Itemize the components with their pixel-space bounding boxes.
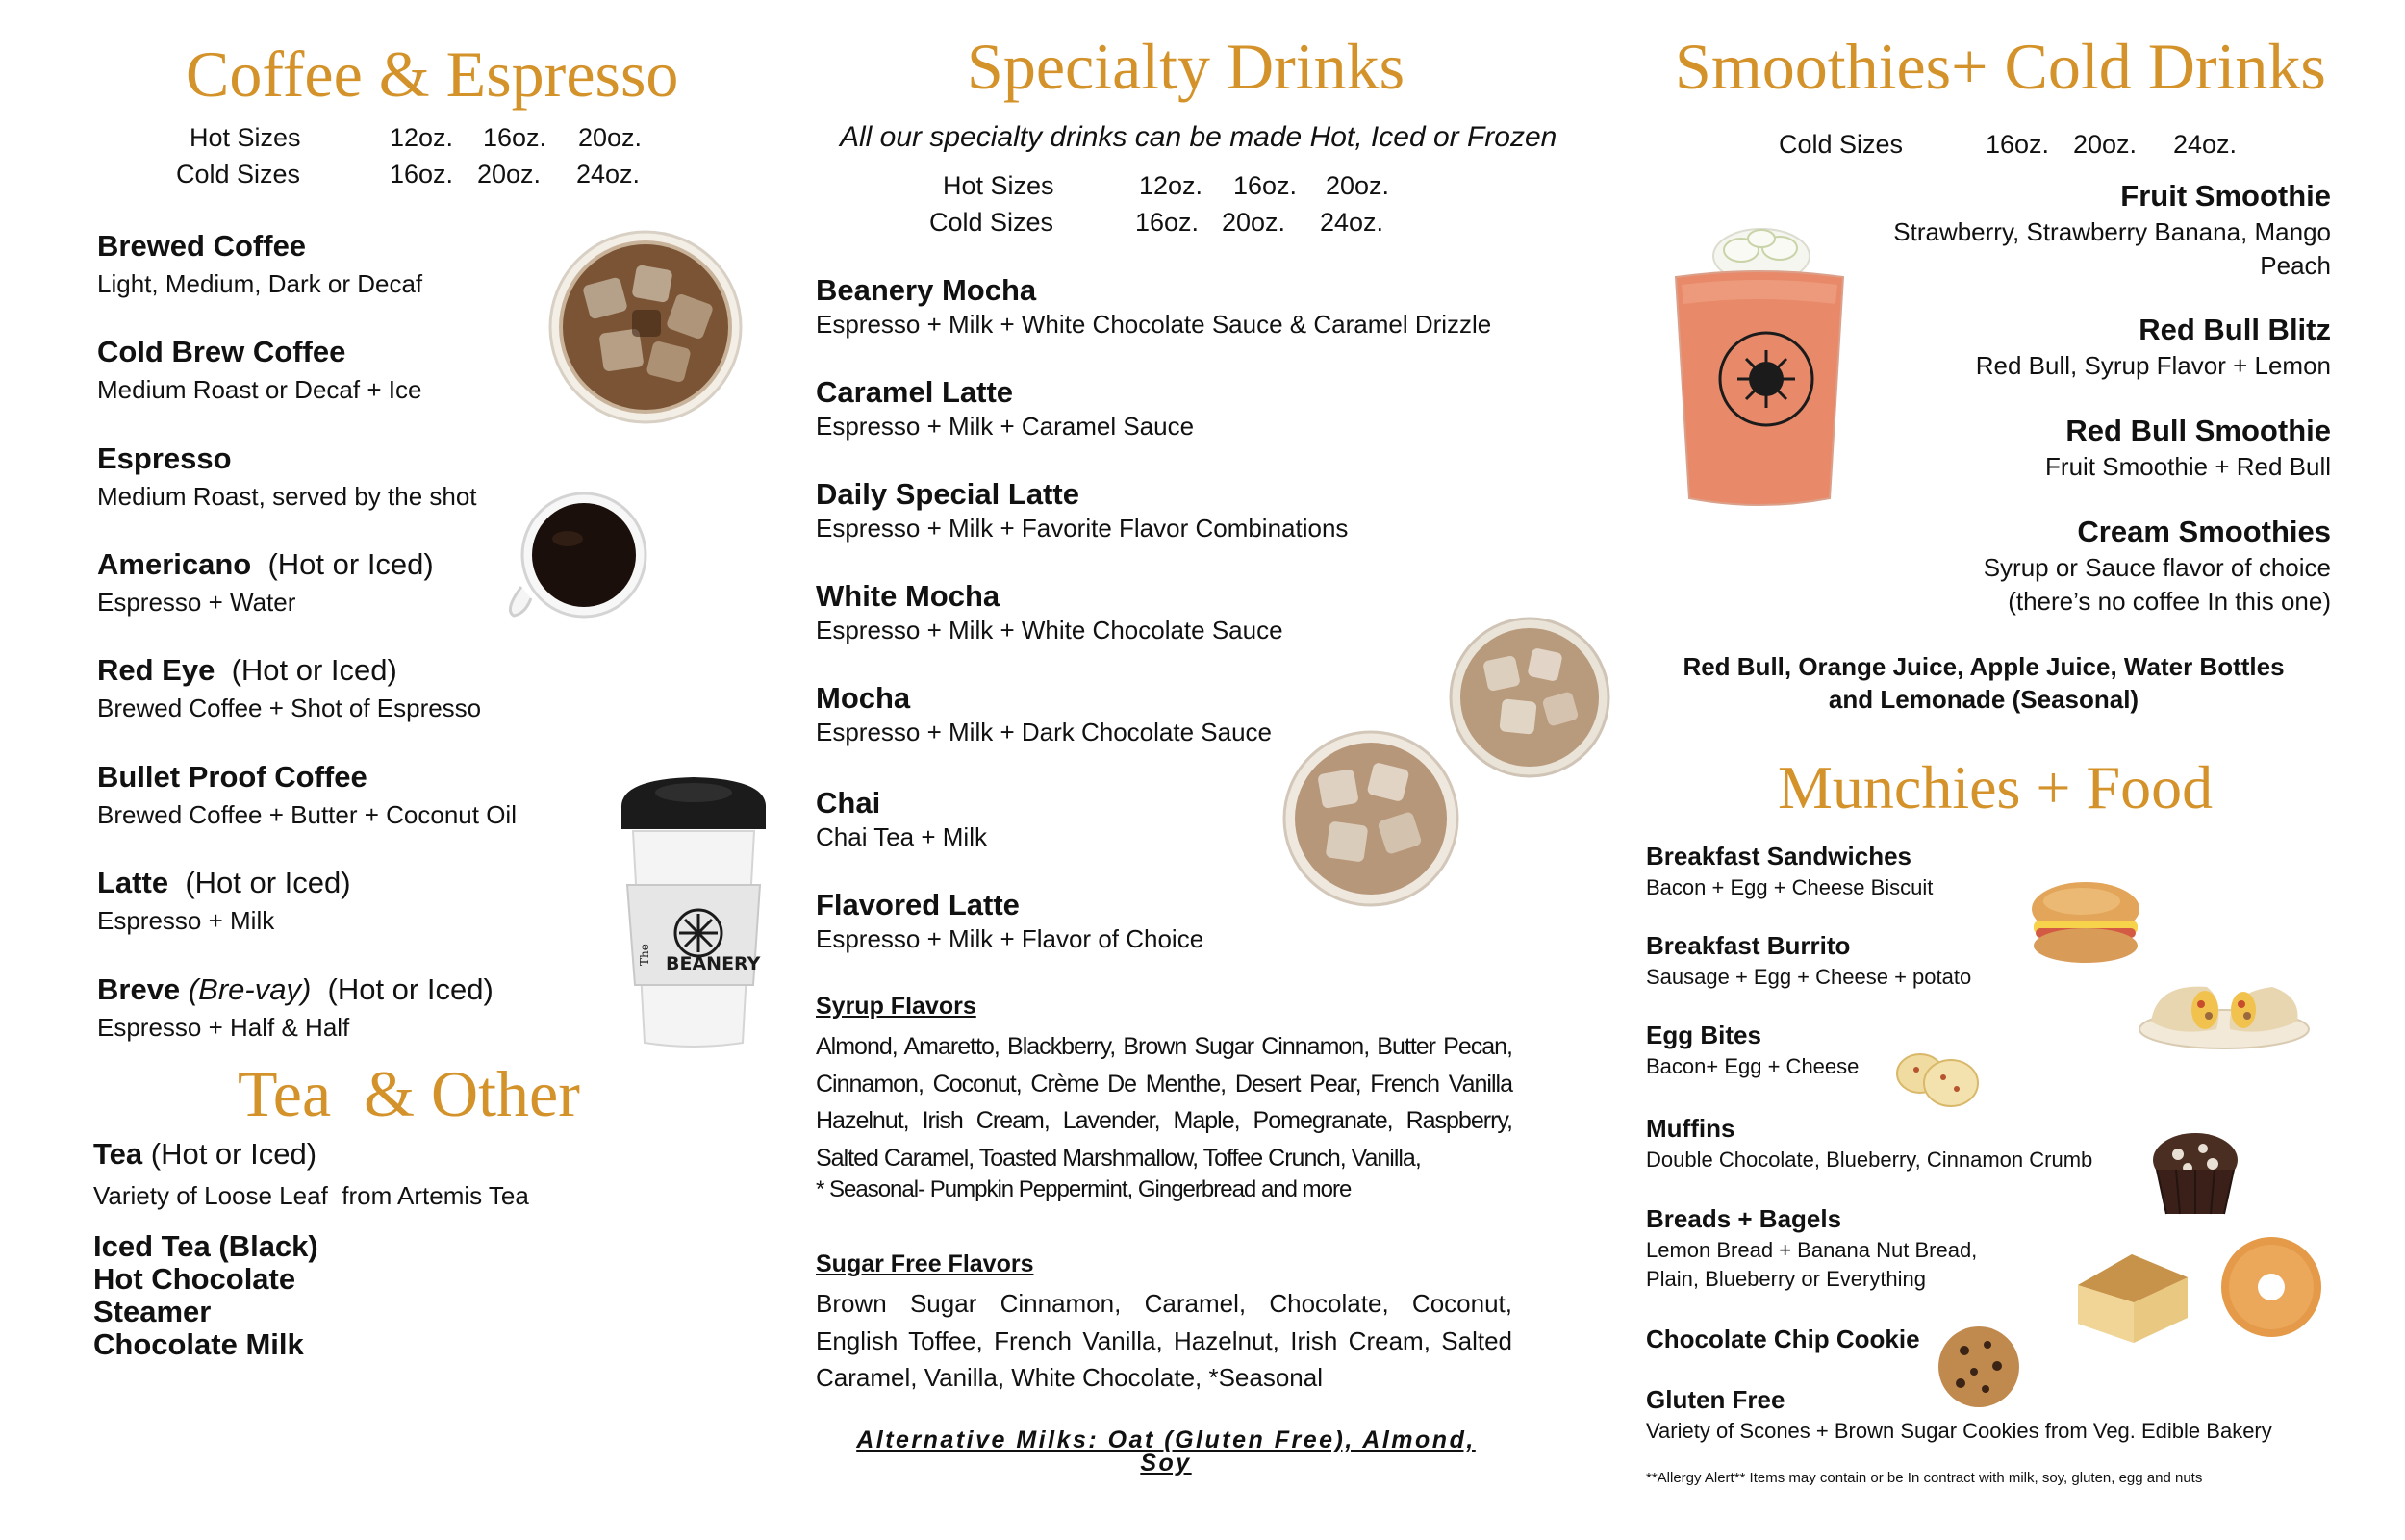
food-item-chocolate-chip-cookie: [1646, 1325, 1920, 1354]
beanery-to-go-cup-photo: [612, 771, 775, 1050]
coffee-item-bullet-proof: [97, 760, 517, 830]
syrup-flavors-heading: Syrup Flavors: [816, 993, 976, 1020]
size-medium: 16oz.: [1233, 171, 1298, 200]
size-medium: 20oz.: [2073, 130, 2138, 159]
size-large: 20oz.: [1326, 171, 1390, 200]
size-large: 24oz.: [576, 160, 641, 189]
item-name: [93, 1137, 529, 1172]
coffee-item-cold-brew: [97, 335, 421, 405]
item-note: (Hot or Iced): [150, 1137, 317, 1171]
hot-sizes-label: Hot Sizes: [190, 123, 301, 152]
food-item-egg-bites: [1646, 1021, 1859, 1079]
item-desc: Espresso + Water: [97, 588, 296, 617]
item-name: Egg Bites: [1646, 1021, 1761, 1049]
espresso-cup-photo: [493, 492, 646, 622]
item-desc-line2: Peach: [2260, 251, 2331, 280]
name-text: Latte: [97, 866, 169, 899]
item-desc: Variety of Loose Leaf from Artemis Tea: [93, 1181, 529, 1210]
iced-latte-photo-top: [1449, 612, 1607, 783]
specialty-item-white-mocha: [816, 579, 1283, 645]
breakfast-burrito-photo: [2138, 973, 2311, 1050]
tea-item: [93, 1137, 529, 1211]
smoothie-cup-photo: [1672, 227, 1847, 512]
coffee-item-breve: [97, 972, 494, 1043]
coffee-item-latte: [97, 866, 351, 936]
item-name: Red Bull Smoothie: [2065, 414, 2331, 447]
item-name: Daily Special Latte: [816, 477, 1079, 511]
cold-sizes-label: Cold Sizes: [929, 208, 1054, 237]
item-desc: Chai Tea + Milk: [816, 822, 987, 851]
cup-brand-label: BEANERY: [666, 953, 761, 974]
item-desc: Sausage + Egg + Cheese + potato: [1646, 965, 1972, 989]
sugar-free-heading: Sugar Free Flavors: [816, 1250, 1034, 1277]
item-desc: Light, Medium, Dark or Decaf: [97, 269, 423, 298]
food-item-breakfast-sandwiches: [1646, 842, 1933, 900]
specialty-heading: Specialty Drinks: [967, 30, 1405, 103]
item-name: Cold Brew Coffee: [97, 335, 346, 368]
name-text: Breve: [97, 972, 181, 1006]
item-name: [97, 653, 481, 688]
allergy-alert: **Allergy Alert** Items may contain or be In contract with milk, soy, gluten, egg and nuts: [1646, 1470, 2203, 1486]
item-note: (Hot or Iced): [267, 547, 434, 581]
size-medium: 20oz.: [1222, 208, 1286, 237]
item-name: [97, 547, 434, 582]
size-large: 20oz.: [578, 123, 643, 152]
food-item-breads-bagels: [1646, 1204, 1977, 1292]
item-desc: Bacon+ Egg + Cheese: [1646, 1054, 1860, 1078]
other-item: Hot Chocolate: [93, 1262, 296, 1296]
size-small: 12oz.: [1139, 171, 1203, 200]
name-text: Tea: [93, 1137, 143, 1171]
item-note: (Hot or Iced): [185, 866, 351, 899]
size-medium: 20oz.: [477, 160, 542, 189]
item-name: Breads + Bagels: [1646, 1204, 1842, 1233]
item-name: Fruit Smoothie: [2120, 179, 2331, 213]
coffee-item-espresso: [97, 442, 477, 512]
item-name: Mocha: [816, 681, 911, 715]
item-name: Muffins: [1646, 1114, 1735, 1143]
hot-sizes-label: Hot Sizes: [943, 171, 1054, 200]
item-name: Chocolate Chip Cookie: [1646, 1325, 1920, 1353]
item-desc: Medium Roast, served by the shot: [97, 482, 477, 511]
syrup-seasonal-note: * Seasonal- Pumpkin Peppermint, Gingerbread and more: [816, 1176, 1352, 1202]
specialty-subtitle: All our specialty drinks can be made Hot, Iced or Frozen: [840, 121, 1557, 153]
item-desc: Espresso + Milk + Flavor of Choice: [816, 924, 1204, 953]
other-item: Iced Tea (Black): [93, 1229, 318, 1263]
smoothie-item-cream: [1984, 515, 2331, 617]
item-name: Espresso: [97, 442, 232, 475]
item-desc: Medium Roast or Decaf + Ice: [97, 375, 422, 404]
muffin-photo: [2149, 1131, 2241, 1216]
item-name: Brewed Coffee: [97, 229, 307, 263]
item-desc-line2: Plain, Blueberry or Everything: [1646, 1267, 1927, 1291]
item-desc: Brewed Coffee + Shot of Espresso: [97, 694, 482, 722]
specialty-item-daily-special: [816, 477, 1348, 543]
item-name: Beanery Mocha: [816, 273, 1037, 307]
other-item: Steamer: [93, 1295, 212, 1328]
item-note: (Hot or Iced): [327, 972, 494, 1006]
cup-brand-small: The: [638, 944, 651, 966]
smoothies-heading: Smoothies+ Cold Drinks: [1675, 30, 2326, 103]
item-name: Breakfast Sandwiches: [1646, 842, 1912, 871]
egg-bites-photo: [1893, 1045, 1982, 1112]
item-name: Gluten Free: [1646, 1385, 1785, 1414]
item-pronunciation: (Bre-vay): [188, 972, 312, 1006]
item-desc: Espresso + Milk + White Chocolate Sauce: [816, 616, 1283, 644]
item-desc: Syrup or Sauce flavor of choice: [1983, 553, 2331, 582]
food-item-muffins: [1646, 1114, 2092, 1173]
item-desc: Red Bull, Syrup Flavor + Lemon: [1975, 351, 2331, 380]
size-small: 12oz.: [390, 123, 454, 152]
specialty-item-chai: [816, 786, 987, 852]
sugar-free-text: Brown Sugar Cinnamon, Caramel, Chocolate, Coconut, English Toffee, French Vanilla, Hazelnut, Irish Cream, Salted Caramel, Vanilla, White Chocolate, *Seasonal: [816, 1289, 1512, 1392]
alternative-milks: Alternative Milks: Oat (Gluten Free), Almond, Soy: [856, 1426, 1476, 1477]
coffee-item-red-eye: [97, 653, 481, 723]
iced-latte-photo-bottom: [1281, 727, 1460, 910]
size-small: 16oz.: [1986, 130, 2050, 159]
item-desc: Lemon Bread + Banana Nut Bread,: [1646, 1238, 1978, 1262]
item-desc: Brewed Coffee + Butter + Coconut Oil: [97, 800, 517, 829]
tea-others-list: [93, 1230, 318, 1361]
smoothie-item-fruit: [1893, 179, 2331, 281]
munchies-heading: Munchies + Food: [1778, 753, 2214, 821]
item-name: White Mocha: [816, 579, 1000, 613]
cold-sizes-label: Cold Sizes: [176, 160, 301, 189]
item-name: Chai: [816, 786, 881, 820]
specialty-item-flavored-latte: [816, 888, 1203, 954]
item-desc: Bacon + Egg + Cheese Biscuit: [1646, 875, 1934, 899]
name-text: Americano: [97, 547, 252, 581]
size-small: 16oz.: [1135, 208, 1200, 237]
item-name: Breakfast Burrito: [1646, 931, 1851, 960]
item-note: (Hot or Iced): [231, 653, 397, 687]
cold-drinks-line1: Red Bull, Orange Juice, Apple Juice, Water Bottles: [1683, 652, 2285, 681]
item-desc: Espresso + Half & Half: [97, 1013, 350, 1042]
item-desc: Variety of Scones + Brown Sugar Cookies from Veg. Edible Bakery: [1646, 1419, 2272, 1443]
item-name: Cream Smoothies: [2077, 515, 2331, 548]
coffee-item-brewed: [97, 229, 422, 299]
item-desc: Espresso + Milk + Caramel Sauce: [816, 412, 1195, 441]
specialty-item-mocha: [816, 681, 1272, 747]
item-name: Red Bull Blitz: [2139, 313, 2331, 346]
syrup-flavors-text: Almond, Amaretto, Blackberry, Brown Sugar Cinnamon, Butter Pecan, Cinnamon, Coconut, Crème De Menthe, Desert Pear, French Vanilla Hazelnut, Irish Cream, Lavender, Maple, Pomegranate, Raspberry, Salted Caramel, Toasted Marshmallow, Toffee Crunch, Vanilla,: [816, 1033, 1512, 1172]
other-item: Chocolate Milk: [93, 1327, 304, 1361]
item-desc-line2: (there’s no coffee In this one): [2008, 587, 2331, 616]
cold-drinks-list: [1635, 650, 2332, 716]
item-name: Flavored Latte: [816, 888, 1020, 921]
coffee-heading: Coffee & Espresso: [186, 38, 679, 111]
specialty-item-beanery-mocha: [816, 273, 1491, 340]
item-name: Caramel Latte: [816, 375, 1014, 409]
size-large: 24oz.: [1320, 208, 1384, 237]
item-desc: Double Chocolate, Blueberry, Cinnamon Crumb: [1646, 1148, 2093, 1172]
bagel-photo: [2218, 1233, 2324, 1341]
item-desc: Fruit Smoothie + Red Bull: [2045, 452, 2331, 481]
item-desc: Espresso + Milk + Dark Chocolate Sauce: [816, 718, 1272, 746]
name-text: Red Eye: [97, 653, 215, 687]
item-desc: Espresso + Milk: [97, 906, 275, 935]
item-desc: Espresso + Milk + Favorite Flavor Combinations: [816, 514, 1349, 543]
item-desc: Espresso + Milk + White Chocolate Sauce & Caramel Drizzle: [816, 310, 1492, 339]
item-name: Bullet Proof Coffee: [97, 760, 367, 794]
iced-coffee-photo: [545, 231, 746, 423]
specialty-item-caramel-latte: [816, 375, 1194, 442]
item-name: [97, 866, 351, 900]
chocolate-chip-cookie-photo: [1936, 1324, 2022, 1410]
breakfast-sandwich-photo: [2028, 878, 2143, 965]
coffee-item-americano: [97, 547, 434, 618]
size-medium: 16oz.: [483, 123, 547, 152]
cold-sizes-label: Cold Sizes: [1779, 130, 1904, 159]
food-item-breakfast-burrito: [1646, 931, 1971, 990]
size-large: 24oz.: [2173, 130, 2238, 159]
smoothie-item-red-bull-blitz: [1976, 313, 2331, 381]
item-name: [97, 972, 494, 1007]
lemon-bread-photo: [2072, 1247, 2191, 1345]
size-small: 16oz.: [390, 160, 454, 189]
cold-drinks-line2: and Lemonade (Seasonal): [1828, 685, 2139, 714]
item-desc: Strawberry, Strawberry Banana, Mango: [1893, 217, 2331, 246]
smoothie-item-red-bull-smoothie: [2045, 414, 2331, 482]
tea-heading: Tea & Other: [238, 1057, 580, 1130]
